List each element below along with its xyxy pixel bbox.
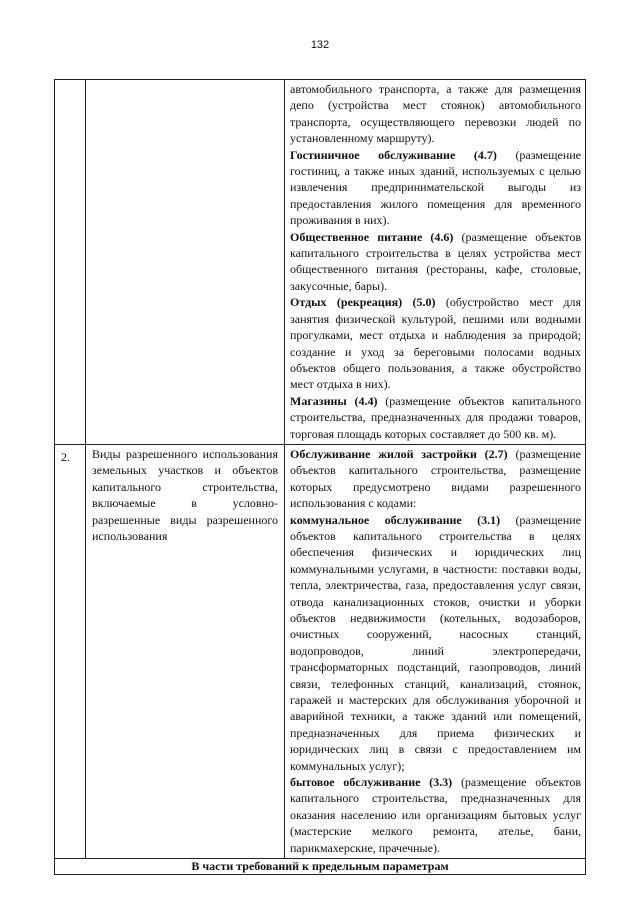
table-row <box>55 80 586 445</box>
description-paragraph: Отдых (рекреация) (5.0) (обустройство мест для занятия физической культурой, пешими или водными прогулками, мест отдыха и наблюдения за природой; создание и уход за береговыми полосами водных объектов общего пользования, а также обустройство мест отдыха в них). <box>290 295 581 392</box>
use-type-title: бытовое обслуживание (3.3) <box>290 775 453 790</box>
section-heading: В части требований к предельным параметрам <box>55 859 586 875</box>
use-type-title: Отдых (рекреация) (5.0) <box>290 295 436 310</box>
table-row <box>55 444 586 858</box>
section-heading-row <box>55 859 586 875</box>
description-paragraph: Гостиничное обслуживание (4.7) (размещение гостиниц, а также иных зданий, используемых с целью извлечения предпринимательской выгоды из предоставления жилого помещения для временного проживания в них). <box>290 147 581 228</box>
description-paragraph: Общественное питание (4.6) (размещение объектов капитального строительства в целях устройства мест общественного питания (рестораны, кафе, столовые, закусочные, бары). <box>290 229 582 293</box>
row-category <box>86 80 285 445</box>
row-description <box>285 444 586 858</box>
page-number: 132 <box>310 39 330 51</box>
use-type-title: Магазины (4.4) <box>290 393 378 408</box>
use-type-title: Обслуживание жилой застройки (2.7) <box>290 446 508 461</box>
row-number <box>55 80 86 445</box>
description-paragraph: бытовое обслуживание (3.3) (размещение объектов капитального строительства, предназначенных для оказания населению или организациям бытовых услуг (мастерские мелкого ремонта, ателье, бани, парикмахерские, прачечные). <box>290 775 581 855</box>
description-paragraph: Магазины (4.4) (размещение объектов капитального строительства, предназначенных для продажи товаров, торговая площадь которых составляет до 500 кв. м). <box>290 393 581 441</box>
row-description <box>285 80 586 445</box>
use-type-title: Общественное питание (4.6) <box>290 229 454 244</box>
description-paragraph: автомобильного транспорта, а также для размещения депо (устройства мест стоянок) автомобильного транспорта, осуществляющего перевозки людей по установленному маршруту). <box>290 82 581 146</box>
use-type-title: коммунальное обслуживание (3.1) <box>290 512 501 527</box>
row-number: 2. <box>55 444 86 858</box>
document-table <box>54 79 586 875</box>
use-type-title: Гостиничное обслуживание (4.7) <box>290 147 497 162</box>
description-paragraph: Обслуживание жилой застройки (2.7) (размещение объектов капитального строительства, размещение которых предусмотрено видами разрешенного использования с кодами: <box>290 446 581 511</box>
description-paragraph: коммунальное обслуживание (3.1) (размещение объектов капитального строительства в целях обеспечения физических и юридических лиц коммунальными услугами, в частности: поставки воды, тепла, электричества, газа, предоставления услуг связи, отвода канализационных стоков, очистки и уборки объектов недвижимости (котельных, водозаборов, очистных сооружений, насосных станций, водопроводов, линий электропередачи, трансформаторных подстанций, газопроводов, линий связи, телефонных станций, канализаций, стоянок, гаражей и мастерских для обслуживания уборочной и аварийной техники, а также зданий или помещений, предназначенных для приема физических и юридических лиц в связи с предоставлением им коммунальных услуг); <box>290 512 581 773</box>
row-category: Виды разрешенного использования земельных участков и объектов капитального строительства, включаемые в условно-разрешенные виды разрешенного использования <box>86 444 285 858</box>
